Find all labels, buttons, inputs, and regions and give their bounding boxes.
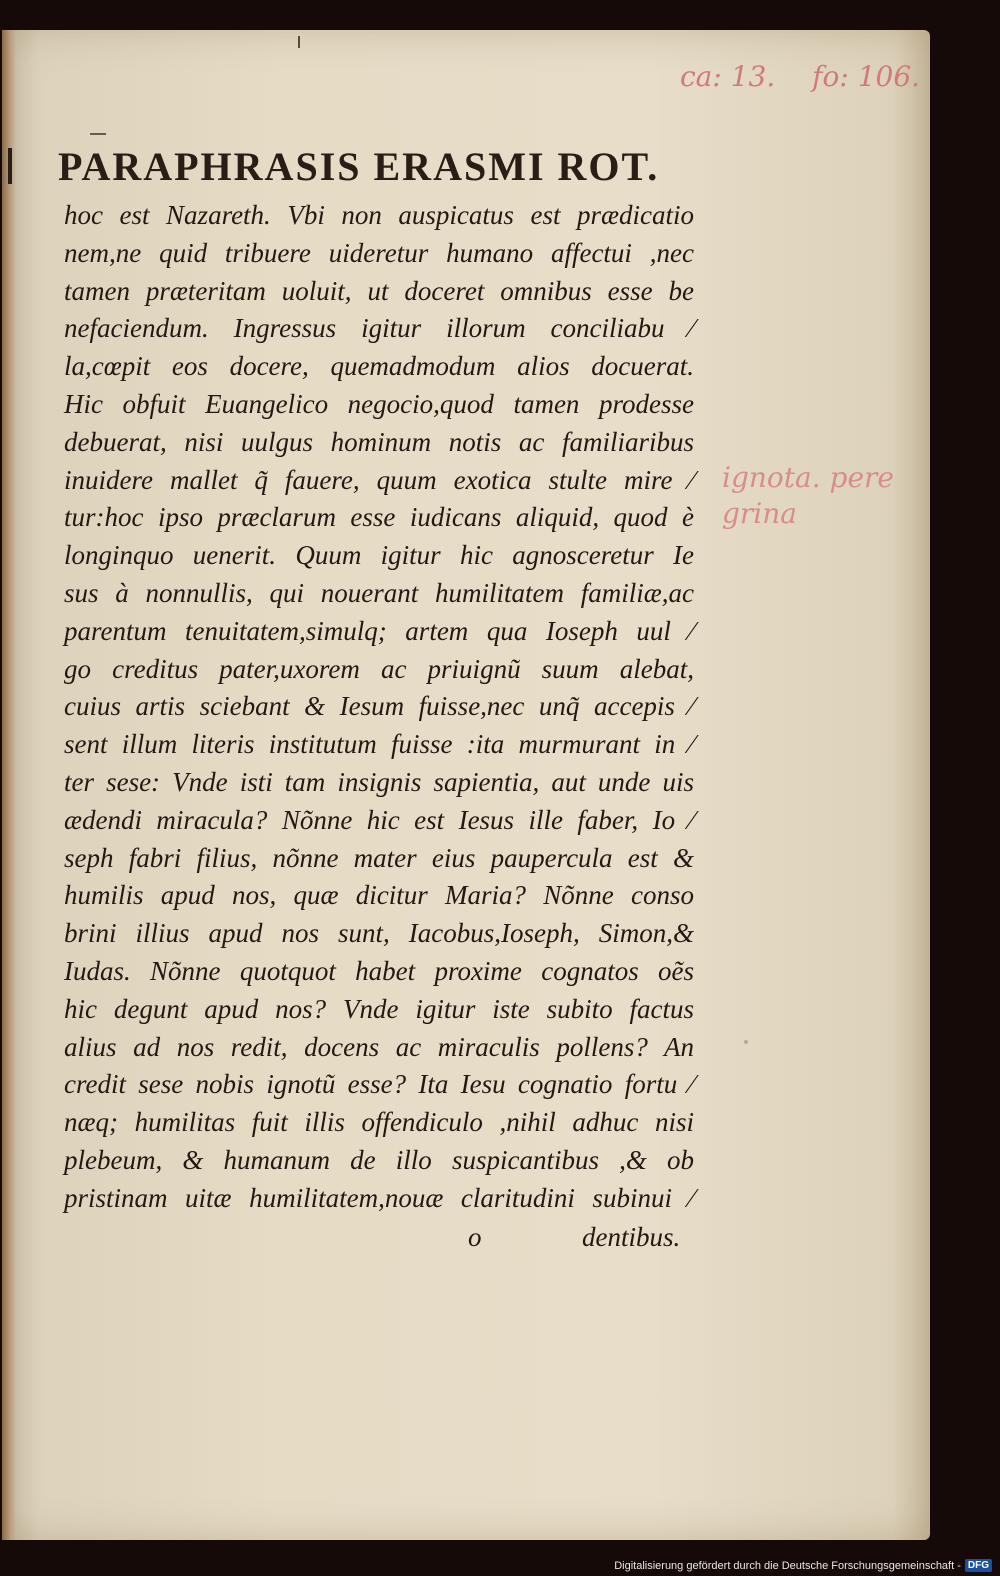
text-line: Hic obfuit Euangelico negocio,quod tamen prodesse xyxy=(64,388,694,419)
text-line: nem,ne quid tribuere uideretur humano affectui ,nec xyxy=(64,237,694,268)
text-line: seph fabri filius, nõnne mater eius paupercula est & xyxy=(64,842,694,873)
text-line: pristinam uitæ humilitatem,nouæ claritudini subinui ⁄ xyxy=(64,1182,694,1213)
chapter-note: ca: 13. xyxy=(680,60,776,93)
page-binding-edge xyxy=(2,30,16,1540)
manuscript-marginal-top xyxy=(680,60,948,93)
signature-mark: o xyxy=(468,1222,482,1252)
text-line: sus à nonnullis, qui nouerant humilitatem familiæ,ac xyxy=(64,577,694,608)
text-line: hoc est Nazareth. Vbi non auspicatus est prædicatio xyxy=(64,200,694,230)
text-line: ædendi miracula? Nõnne hic est Iesus ille faber, Io ⁄ xyxy=(64,804,694,835)
text-line: alius ad nos redit, docens ac miraculis pollens? An xyxy=(64,1031,694,1062)
text-line: cuius artis sciebant & Iesum fuisse,nec unq̃ accepis ⁄ xyxy=(64,691,694,722)
text-line: humilis apud nos, quæ dicitur Maria? Nõnne conso xyxy=(64,880,694,911)
text-line: hic degunt apud nos? Vnde igitur iste subito factus xyxy=(64,993,694,1024)
text-line: debuerat, nisi uulgus hominum notis ac familiaribus xyxy=(64,426,694,457)
digitization-footer xyxy=(614,1559,992,1572)
footer-credit: Digitalisierung gefördert durch die Deutsche Forschungsgemeinschaft - xyxy=(614,1559,961,1572)
text-line: inuidere mallet q̃ fauere, quum exotica stulte mire ⁄ xyxy=(64,464,694,495)
text-line: ter sese: Vnde isti tam insignis sapientia, aut unde uis xyxy=(64,766,694,797)
text-line: sent illum literis institutum fuisse :ita murmurant in ⁄ xyxy=(64,729,694,760)
body-text xyxy=(64,197,694,1218)
catchword: dentibus. xyxy=(582,1222,681,1252)
paper-spot xyxy=(744,1040,748,1044)
manuscript-gloss: ignota. pere grina xyxy=(722,461,894,530)
text-line: plebeum, & humanum de illo suspicantibus ,& ob xyxy=(64,1144,694,1175)
text-line: longinquo uenerit. Quum igitur hic agnosceretur Ie xyxy=(64,540,694,571)
text-line: credit sese nobis ignotũ esse? Ita Iesu cognatio fortu ⁄ xyxy=(64,1069,694,1100)
text-line: go creditus pater,uxorem ac priuignũ suum alebat, xyxy=(64,653,694,684)
dfg-logo-icon: DFG xyxy=(965,1559,992,1572)
text-line: nefaciendum. Ingressus igitur illorum conciliabu ⁄ xyxy=(64,313,694,344)
text-line: parentum tenuitatem,simulq; artem qua Ioseph uul ⁄ xyxy=(64,615,694,646)
text-line: la,cœpit eos docere, quemadmodum alios docuerat. xyxy=(64,351,694,382)
text-line: tamen præteritam uoluit, ut doceret omnibus esse be xyxy=(64,275,694,306)
page-foot xyxy=(0,1222,700,1262)
ink-mark xyxy=(90,133,106,135)
ink-mark xyxy=(298,36,300,48)
text-line: brini illius apud nos sunt, Iacobus,Ioseph, Simon,& xyxy=(64,918,694,949)
text-line: næq; humilitas fuit illis offendiculo ,nihil adhuc nisi xyxy=(64,1107,694,1138)
text-line: Iudas. Nõnne quotquot habet proxime cognatos oẽs xyxy=(64,955,694,986)
running-title: PARAPHRASIS ERASMI ROT. xyxy=(58,144,660,189)
text-line: tur:hoc ipso præclarum esse iudicans aliquid, quod è xyxy=(64,502,694,533)
folio-note: fo: 106. xyxy=(812,60,921,93)
margin-rule-mark xyxy=(8,148,12,184)
